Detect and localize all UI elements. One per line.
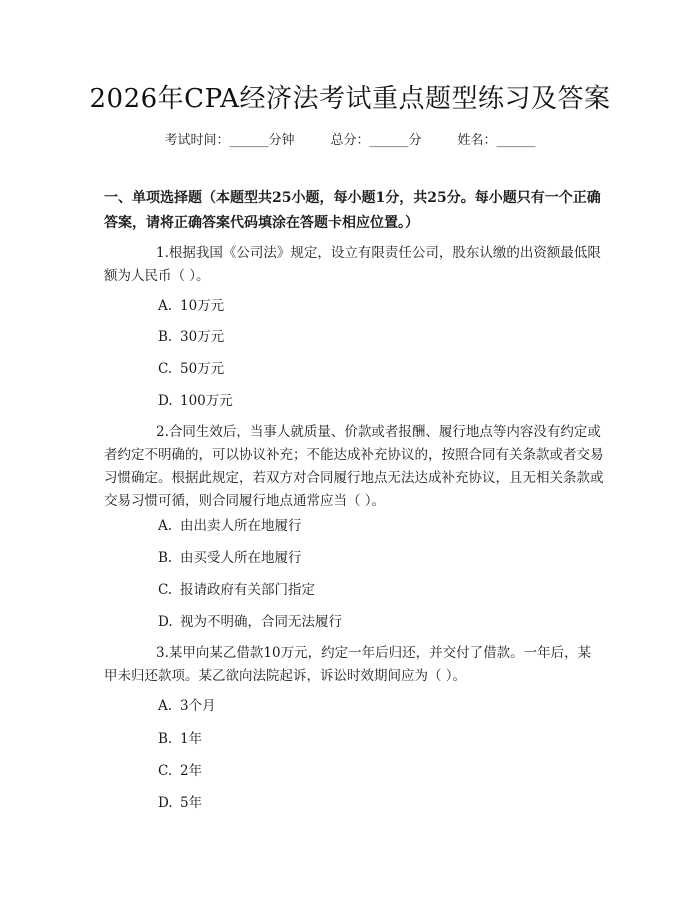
- option-text: 视为不明确，合同无法履行: [180, 614, 342, 630]
- option-letter: D.: [158, 393, 173, 409]
- question-3: [104, 642, 604, 688]
- exam-meta-line: [0, 131, 700, 151]
- option-text: 5年: [180, 795, 203, 811]
- option-text: 1年: [180, 731, 203, 747]
- section-heading: 一、单项选择题（本题型共25小题，每小题1分，共25分。每小题只有一个正确答案，请将正确答案代码填涂在答题卡相应位置。）: [104, 190, 601, 231]
- question-text: 根据我国《公司法》规定，设立有限责任公司，股东认缴的出资额最低限额为人民币（ ）。: [104, 245, 601, 284]
- question-2-option-a: [158, 516, 302, 536]
- question-1-option-d: [158, 391, 233, 411]
- student-name-field: 姓名：______: [457, 133, 536, 148]
- option-letter: B.: [158, 731, 173, 747]
- option-letter: B.: [158, 329, 173, 345]
- question-3-option-b: [158, 729, 202, 749]
- option-text: 3个月: [180, 698, 216, 714]
- option-letter: D.: [158, 795, 173, 811]
- question-2-option-b: [158, 548, 302, 568]
- question-text: 某甲向某乙借款10万元，约定一年后归还，并交付了借款。一年后，某甲未归还款项。某乙欲向法院起诉，诉讼时效期间应为（ ）。: [104, 645, 592, 684]
- question-text: 合同生效后，当事人就质量、价款或者报酬、履行地点等内容没有约定或者约定不明确的，可以协议补充；不能达成补充协议的，按照合同有关条款或者交易习惯确定。根据此规定，若双方对合同履行地点无法达成补充协议，且无相关条款或交易习惯可循，则合同履行地点通常应当（ ）。: [104, 424, 604, 509]
- question-2: [104, 421, 604, 513]
- option-text: 30万元: [180, 329, 225, 345]
- question-2-option-c: [158, 580, 315, 600]
- question-2-option-d: [158, 612, 342, 632]
- option-text: 10万元: [180, 298, 225, 314]
- option-text: 100万元: [180, 393, 233, 409]
- option-letter: C.: [158, 582, 173, 598]
- question-number: 2.: [156, 424, 169, 440]
- document-title: 2026年CPA经济法考试重点题型练习及答案: [89, 84, 611, 114]
- question-1-option-b: [158, 327, 224, 347]
- exam-time-field: 考试时间：______分钟: [164, 133, 295, 148]
- total-score-field: 总分：______分: [330, 133, 422, 148]
- option-text: 由出卖人所在地履行: [180, 518, 302, 534]
- option-letter: A.: [158, 298, 173, 314]
- option-letter: C.: [158, 361, 173, 377]
- option-text: 2年: [180, 763, 203, 779]
- question-1-option-a: [158, 296, 224, 316]
- option-letter: A.: [158, 518, 173, 534]
- option-letter: B.: [158, 550, 173, 566]
- question-1: [104, 242, 604, 288]
- question-3-option-d: [158, 793, 202, 813]
- option-letter: D.: [158, 614, 173, 630]
- question-3-option-c: [158, 761, 202, 781]
- option-text: 报请政府有关部门指定: [180, 582, 315, 598]
- question-number: 1.: [156, 245, 169, 261]
- option-text: 50万元: [180, 361, 225, 377]
- option-text: 由买受人所在地履行: [180, 550, 302, 566]
- question-1-option-c: [158, 359, 224, 379]
- option-letter: A.: [158, 698, 173, 714]
- option-letter: C.: [158, 763, 173, 779]
- question-3-option-a: [158, 696, 216, 716]
- question-number: 3.: [156, 645, 169, 661]
